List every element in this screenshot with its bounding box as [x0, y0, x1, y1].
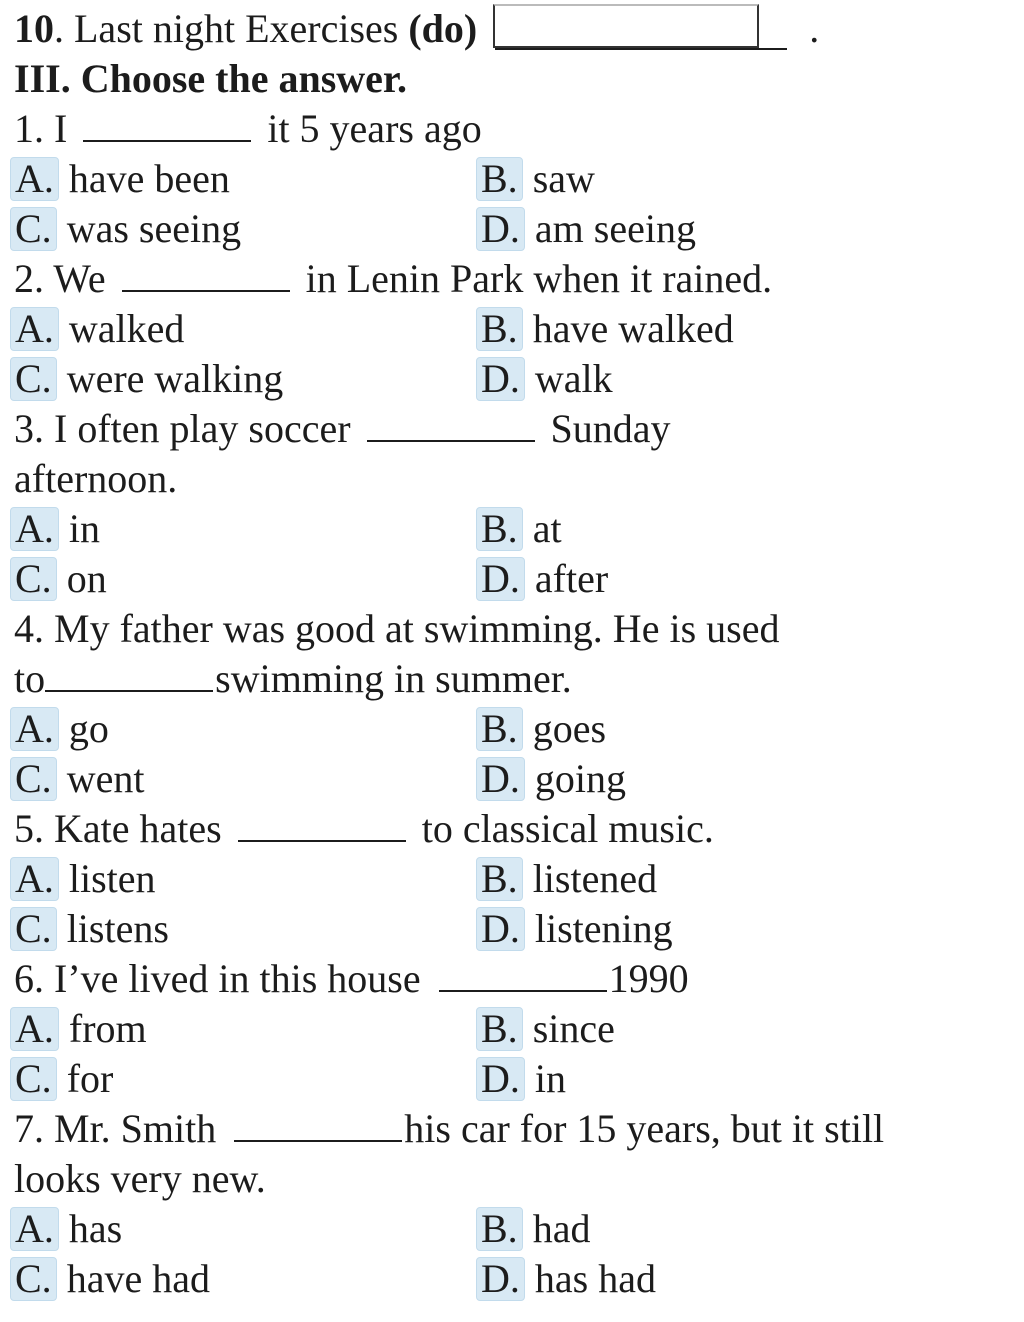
option-letter: A.	[10, 707, 59, 751]
option-text: in	[534, 1056, 567, 1101]
option-letter: B.	[476, 1207, 523, 1251]
option-letter: D.	[476, 357, 525, 401]
option-text: at	[532, 506, 562, 551]
question-text-after: his car for 15 years, but it still	[404, 1106, 885, 1151]
question-7	[14, 1104, 884, 1154]
option-5b[interactable]	[476, 854, 657, 904]
question-text-before: Kate hates	[54, 806, 222, 851]
option-5c[interactable]	[10, 904, 169, 954]
answer-input-box[interactable]	[493, 4, 759, 48]
option-letter: B.	[476, 1007, 523, 1051]
option-text: has	[68, 1206, 123, 1251]
option-letter: C.	[10, 1257, 57, 1301]
option-4d[interactable]	[476, 754, 626, 804]
question-text-before: I	[54, 106, 68, 151]
option-text: has had	[534, 1256, 656, 1301]
option-text: listened	[532, 856, 658, 901]
option-2b[interactable]	[476, 304, 734, 354]
option-4c[interactable]	[10, 754, 144, 804]
option-text: am seeing	[534, 206, 696, 251]
question-2	[14, 254, 772, 304]
question-text-before: Mr. Smith	[54, 1106, 217, 1151]
option-7b[interactable]	[476, 1204, 590, 1254]
question-3	[14, 404, 671, 454]
section-title: III. Choose the answer.	[14, 56, 408, 101]
option-letter: C.	[10, 907, 57, 951]
option-2d[interactable]	[476, 354, 613, 404]
answer-blank[interactable]	[234, 1106, 402, 1142]
answer-blank[interactable]	[367, 406, 535, 442]
option-text: listening	[534, 906, 673, 951]
option-letter: A.	[10, 857, 59, 901]
option-1b[interactable]	[476, 154, 595, 204]
option-letter: A.	[10, 1207, 59, 1251]
option-text: on	[66, 556, 107, 601]
answer-blank[interactable]	[439, 956, 607, 992]
option-letter: D.	[476, 207, 525, 251]
prev-question-text: Last night Exercises	[74, 6, 399, 51]
question-text-after: swimming in summer.	[215, 656, 572, 701]
option-5d[interactable]	[476, 904, 673, 954]
option-text: listens	[66, 906, 169, 951]
question-number: 5.	[14, 806, 44, 851]
option-text: walk	[534, 356, 613, 401]
option-letter: A.	[10, 1007, 59, 1051]
question-number: 6.	[14, 956, 44, 1001]
option-letter: C.	[10, 1057, 57, 1101]
option-text: was seeing	[66, 206, 242, 251]
question-number: 2.	[14, 256, 44, 301]
question-4-continuation	[14, 654, 572, 704]
option-letter: B.	[476, 307, 523, 351]
option-text: have been	[68, 156, 230, 201]
question-7-continuation: looks very new.	[14, 1156, 266, 1201]
option-7a[interactable]	[10, 1204, 122, 1254]
option-4a[interactable]	[10, 704, 109, 754]
option-text: goes	[532, 706, 607, 751]
option-letter: B.	[476, 157, 523, 201]
question-4	[14, 604, 779, 654]
option-2c[interactable]	[10, 354, 283, 404]
option-letter: D.	[476, 557, 525, 601]
question-text-before: My father was good at swimming. He is used	[54, 606, 780, 651]
option-letter: C.	[10, 357, 57, 401]
option-text: have walked	[532, 306, 734, 351]
option-1c[interactable]	[10, 204, 241, 254]
option-letter: A.	[10, 307, 59, 351]
option-6a[interactable]	[10, 1004, 147, 1054]
option-7d[interactable]	[476, 1254, 656, 1304]
option-letter: A.	[10, 507, 59, 551]
question-text-after: Sunday	[550, 406, 671, 451]
option-text: were walking	[66, 356, 284, 401]
question-number: 7.	[14, 1106, 44, 1151]
option-letter: D.	[476, 907, 525, 951]
prev-question-dot: .	[54, 6, 74, 51]
option-text: listen	[68, 856, 156, 901]
option-4b[interactable]	[476, 704, 606, 754]
question-text-before: I often play soccer	[54, 406, 351, 451]
answer-blank[interactable]	[83, 106, 251, 142]
option-1a[interactable]	[10, 154, 230, 204]
question-5	[14, 804, 714, 854]
question-6	[14, 954, 689, 1004]
option-letter: D.	[476, 757, 525, 801]
option-letter: A.	[10, 157, 59, 201]
option-text: go	[68, 706, 109, 751]
option-3d[interactable]	[476, 554, 608, 604]
option-text: have had	[66, 1256, 210, 1301]
question-text-after: in Lenin Park when it rained.	[305, 256, 773, 301]
option-7c[interactable]	[10, 1254, 210, 1304]
option-text: for	[66, 1056, 114, 1101]
option-3b[interactable]	[476, 504, 562, 554]
question-text-after: to classical music.	[421, 806, 714, 851]
option-letter: C.	[10, 557, 57, 601]
option-text: had	[532, 1206, 591, 1251]
option-6d[interactable]	[476, 1054, 566, 1104]
answer-blank[interactable]	[45, 656, 213, 692]
question-text-continuation: to	[14, 656, 46, 701]
question-number: 3.	[14, 406, 44, 451]
option-text: in	[68, 506, 101, 551]
option-2a[interactable]	[10, 304, 184, 354]
prev-question-number: 10	[14, 6, 54, 51]
question-text-after: it 5 years ago	[267, 106, 482, 151]
option-text: going	[534, 756, 627, 801]
option-5a[interactable]	[10, 854, 156, 904]
answer-blank[interactable]	[122, 256, 290, 292]
option-letter: C.	[10, 757, 57, 801]
question-number: 1.	[14, 106, 44, 151]
option-letter: C.	[10, 207, 57, 251]
answer-blank[interactable]	[238, 806, 406, 842]
option-letter: B.	[476, 707, 523, 751]
option-text: saw	[532, 156, 595, 201]
prev-question-10	[14, 4, 819, 54]
option-text: walked	[68, 306, 185, 351]
option-text: went	[66, 756, 145, 801]
option-letter: B.	[476, 507, 523, 551]
prev-question-verb: (do)	[408, 6, 478, 51]
option-6b[interactable]	[476, 1004, 615, 1054]
option-1d[interactable]	[476, 204, 696, 254]
option-letter: D.	[476, 1257, 525, 1301]
option-3a[interactable]	[10, 504, 100, 554]
option-6c[interactable]	[10, 1054, 113, 1104]
option-3c[interactable]	[10, 554, 107, 604]
option-text: since	[532, 1006, 615, 1051]
question-text-before: We	[53, 256, 106, 301]
question-3-continuation: afternoon.	[14, 456, 178, 501]
option-letter: D.	[476, 1057, 525, 1101]
option-text: after	[534, 556, 609, 601]
option-text: from	[68, 1006, 147, 1051]
prev-question-end-punct: .	[809, 6, 820, 51]
question-text-after: 1990	[608, 956, 689, 1001]
question-number: 4.	[14, 606, 44, 651]
option-letter: B.	[476, 857, 523, 901]
question-1	[14, 104, 482, 154]
question-text-before: I’ve lived in this house	[54, 956, 421, 1001]
